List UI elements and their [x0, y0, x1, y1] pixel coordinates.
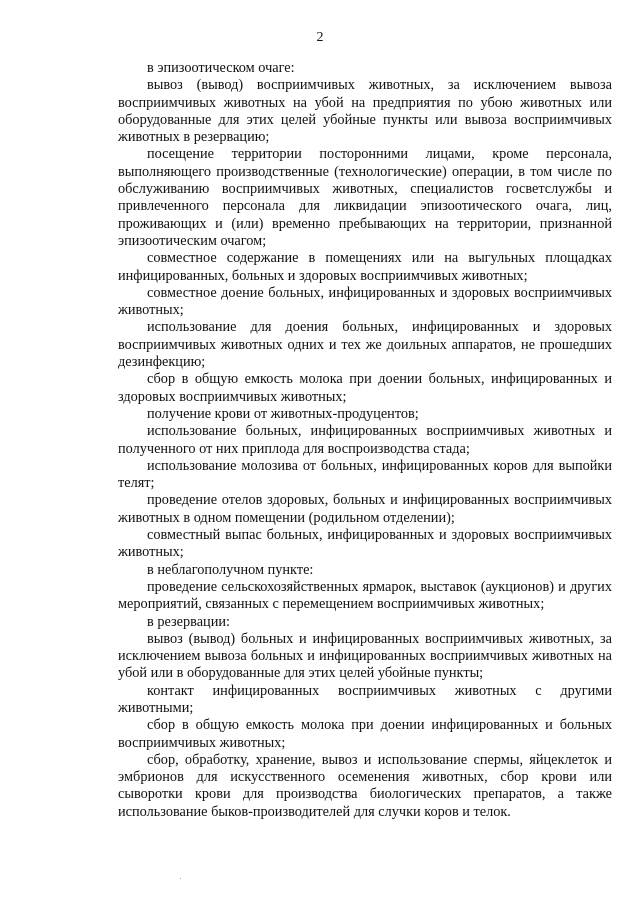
paragraph-3: посещение территории посторонними лицами, кроме персонала, выполняющего производственные (технологические) операции, в том числе по обслуживанию восприимчивых животных, специалистов госветслужбы и привлеченного персонала для ликвидации эпизоотического очага, лиц, проживающих и (или) временно пребывающих на территории, признанной эпизоотическим очагом; — [118, 146, 612, 249]
paragraph-2: вывоз (вывод) восприимчивых животных, за исключением вывоза восприимчивых животных на убой на предприятия по убою животных или оборудованные для этих целей убойные пункты или вывоза восприимчивых животных в резервацию; — [118, 77, 612, 146]
paragraph-10: использование молозива от больных, инфицированных коров для выпойки телят; — [118, 457, 612, 492]
paragraph-18: сбор в общую емкость молока при доении инфицированных и больных восприимчивых животных; — [118, 717, 612, 751]
paragraph-8: получение крови от животных-продуцентов; — [147, 405, 419, 422]
document-body — [118, 60, 612, 821]
scan-speck — [180, 878, 181, 879]
paragraph-13: в неблагополучном пункте: — [147, 561, 314, 578]
paragraph-5: совместное доение больных, инфицированных и здоровых восприимчивых животных; — [118, 284, 612, 319]
paragraph-4: совместное содержание в помещениях или на выгульных площадках инфицированных, больных и здоровых восприимчивых животных; — [118, 250, 612, 284]
paragraph-17: контакт инфицированных восприимчивых животных с другими животными; — [118, 682, 612, 716]
paragraph-11: проведение отелов здоровых, больных и инфицированных восприимчивых животных в одном помещении (родильном отделении); — [118, 492, 612, 526]
paragraph-14: проведение сельскохозяйственных ярмарок, выставок (аукционов) и других мероприятий, связанных с перемещением восприимчивых животных; — [118, 578, 612, 613]
paragraph-12: совместный выпас больных, инфицированных и здоровых восприимчивых животных; — [118, 527, 612, 561]
paragraph-1: в эпизоотическом очаге: — [147, 60, 295, 76]
paragraph-9: использование больных, инфицированных восприимчивых животных и полученного от них приплода для воспроизводства стада; — [118, 423, 612, 457]
paragraph-7: сбор в общую емкость молока при доении больных, инфицированных и здоровых восприимчивых животных; — [118, 371, 612, 405]
paragraph-6: использование для доения больных, инфицированных и здоровых восприимчивых животных одних и тех же доильных аппаратов, не прошедших дезинфекцию; — [118, 319, 612, 371]
page-number: 2 — [316, 30, 324, 45]
paragraph-19: сбор, обработку, хранение, вывоз и использование спермы, яйцеклеток и эмбрионов для искусственного осеменения животных, сбор крови или сыворотки крови для производства биологических препаратов, а также использование быков-производителей для случки коров и телок. — [118, 751, 612, 820]
paragraph-16: вывоз (вывод) больных и инфицированных восприимчивых животных, за исключением вывоза больных и инфицированных восприимчивых животных на убой или в оборудованные для этих целей убойные пункты; — [118, 630, 612, 682]
paragraph-15: в резервации: — [147, 613, 230, 630]
